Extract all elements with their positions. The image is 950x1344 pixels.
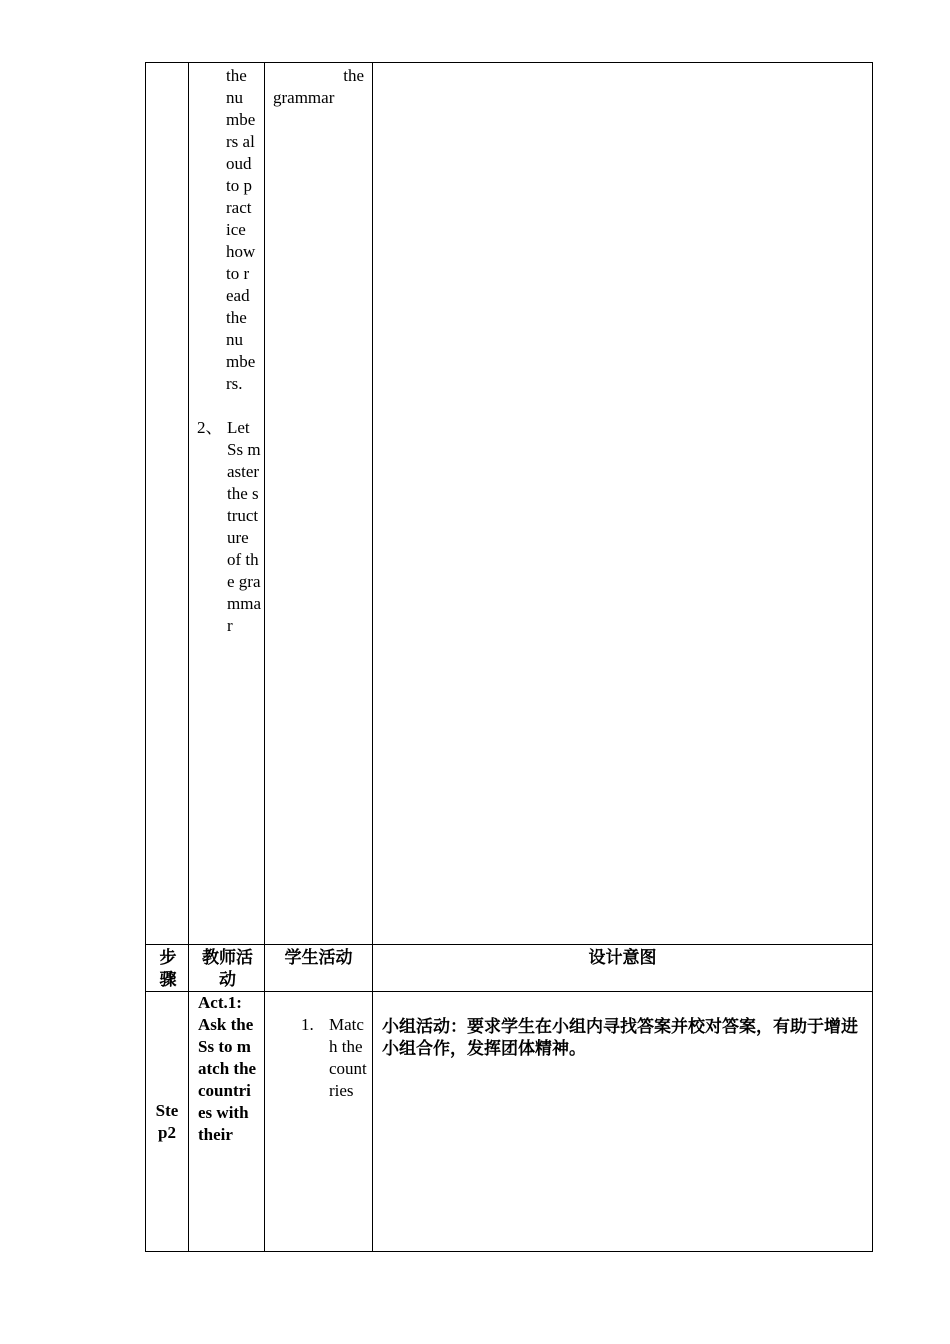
- header-teacher-activity: 教师活动: [189, 945, 265, 992]
- lesson-plan-table: [145, 62, 873, 1252]
- student-activity-cell: [265, 992, 373, 1252]
- teacher-activity-continued-text: the numbers aloud to practice how to read the numbers.: [226, 66, 256, 393]
- teacher-activity-cell: [189, 63, 265, 945]
- teacher-activity-list: [189, 417, 264, 637]
- header-step: 步骤: [146, 945, 189, 992]
- teacher-activity-cell: [189, 992, 265, 1252]
- step-label: Step2: [146, 992, 189, 1252]
- continued-row: [146, 63, 873, 945]
- list-item-number: 2、: [197, 418, 223, 437]
- student-activity-word: grammar: [273, 88, 335, 107]
- student-activity-list: [265, 1014, 372, 1102]
- step2-row: [146, 992, 873, 1252]
- design-intent-cell-empty: [373, 63, 873, 945]
- list-item-text: Let Ss master the structure of the grammar: [227, 418, 261, 635]
- student-activity-cell: [265, 63, 373, 945]
- design-intent-cell: [373, 992, 873, 1252]
- header-student-activity: 学生活动: [265, 945, 373, 992]
- header-design-intent: 设计意图: [373, 945, 873, 992]
- activity-text: Ask the Ss to match the countries with their: [198, 1015, 257, 1144]
- activity-title: Act.1:: [198, 993, 242, 1012]
- header-row: [146, 945, 873, 992]
- list-item-number: 1.: [301, 1015, 314, 1034]
- list-item-text: Match the countries: [329, 1015, 367, 1100]
- list-item: [189, 417, 264, 637]
- step-cell-empty: [146, 63, 189, 945]
- student-activity-word: the: [343, 66, 364, 85]
- design-intent-text: 小组活动：要求学生在小组内寻找答案并校对答案，有助于增进小组合作，发挥团体精神。: [382, 1017, 858, 1059]
